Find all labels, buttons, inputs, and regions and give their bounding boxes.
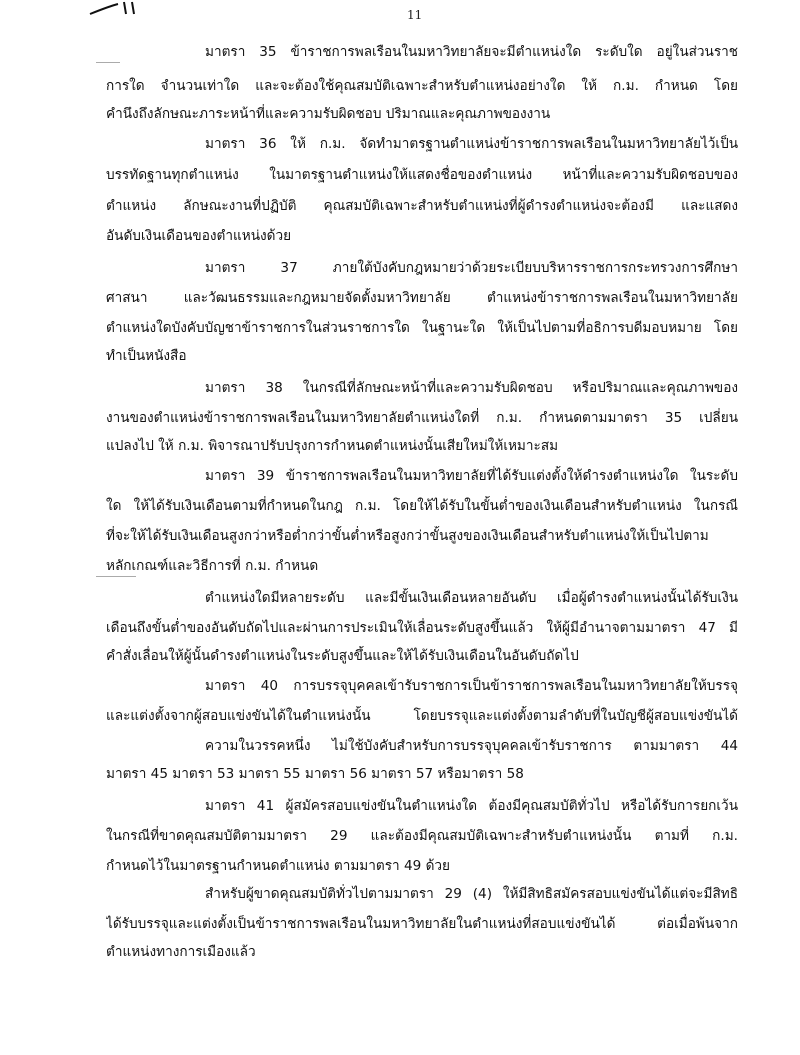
text-line: กำหนดไว้ในมาตรฐานกำหนดตำแหน่ง ตามมาตรา 49 ด้วย [106, 858, 451, 874]
text-line: ตำแหน่งทางการเมืองแล้ว [106, 944, 256, 960]
text-line: ทำเป็นหนังสือ [106, 348, 187, 364]
text-line: ได้รับบรรจุและแต่งตั้งเป็นข้าราชการพลเรือนในมหาวิทยาลัยในตำแหน่งที่สอบแข่งขันได้ ต่อเมื่อพ้นจาก [106, 916, 738, 932]
text-line: มาตรา 41 ผู้สมัครสอบแข่งขันในตำแหน่งใด ต้องมีคุณสมบัติทั่วไป หรือได้รับการยกเว้น [205, 798, 738, 814]
page-number: 11 [407, 8, 423, 22]
scan-speck [96, 62, 120, 63]
text-line: ในกรณีที่ขาดคุณสมบัติตามมาตรา 29 และต้องมีคุณสมบัติเฉพาะสำหรับตำแหน่งนั้น ตามที่ ก.ม. [106, 828, 738, 844]
text-line: หลักเกณฑ์และวิธีการที่ ก.ม. กำหนด [106, 558, 319, 574]
text-line: มาตรา 39 ข้าราชการพลเรือนในมหาวิทยาลัยที่ได้รับแต่งตั้งให้ดำรงตำแหน่งใด ในระดับ [205, 468, 738, 484]
text-line: ใด ให้ได้รับเงินเดือนตามที่กำหนดในกฎ ก.ม. โดยให้ได้รับในขั้นต่ำของเงินเดือนสำหรับตำแหน่ง ในกรณี [106, 498, 738, 514]
text-line: มาตรา 37 ภายใต้บังคับกฎหมายว่าด้วยระเบียบบริหารราชการกระทรวงการศึกษา [205, 260, 738, 276]
text-line: มาตรา 36 ให้ ก.ม. จัดทำมาตรฐานตำแหน่งข้าราชการพลเรือนในมหาวิทยาลัยไว้เป็น [205, 136, 738, 152]
text-line: บรรทัดฐานทุกตำแหน่ง ในมาตรฐานตำแหน่งให้แสดงชื่อของตำแหน่ง หน้าที่และความรับผิดชอบของ [106, 167, 738, 183]
text-line: ที่จะให้ได้รับเงินเดือนสูงกว่าหรือต่ำกว่าขั้นต่ำหรือสูงกว่าขั้นสูงของเงินเดือนสำหรับตำแหน่งให้เป็นไปตาม [106, 528, 709, 544]
text-line: มาตรา 40 การบรรจุบุคคลเข้ารับราชการเป็นข้าราชการพลเรือนในมหาวิทยาลัยให้บรรจุ [205, 678, 738, 694]
text-line: อันดับเงินเดือนของตำแหน่งด้วย [106, 228, 292, 244]
text-line: ตำแหน่งใดมีหลายระดับ และมีขั้นเงินเดือนหลายอันดับ เมื่อผู้ดำรงตำแหน่งนั้นได้รับเงิน [205, 590, 738, 606]
text-line: และแต่งตั้งจากผู้สอบแข่งขันได้ในตำแหน่งนั้น โดยบรรจุและแต่งตั้งตามลำดับที่ในบัญชีผู้สอบแข่งขันได้ [106, 708, 738, 724]
text-line: คำสั่งเลื่อนให้ผู้นั้นดำรงตำแหน่งในระดับสูงขึ้นและให้ได้รับเงินเดือนในอันดับถัดไป [106, 648, 579, 664]
text-line: การใด จำนวนเท่าใด และจะต้องใช้คุณสมบัติเฉพาะสำหรับตำแหน่งอย่างใด ให้ ก.ม. กำหนด โดย [106, 78, 738, 94]
text-line: งานของตำแหน่งข้าราชการพลเรือนในมหาวิทยาลัยตำแหน่งใดที่ ก.ม. กำหนดตามมาตรา 35 เปลี่ยน [106, 410, 738, 426]
text-line: มาตรา 38 ในกรณีที่ลักษณะหน้าที่และความรับผิดชอบ หรือปริมาณและคุณภาพของ [205, 380, 738, 396]
scan-speck [96, 576, 136, 577]
text-line: มาตรา 45 มาตรา 53 มาตรา 55 มาตรา 56 มาตรา 57 หรือมาตรา 58 [106, 766, 524, 782]
text-line: เดือนถึงขั้นต่ำของอันดับถัดไปและผ่านการประเมินให้เลื่อนระดับสูงขึ้นแล้ว ให้ผู้มีอำนาจตามมาตรา 47 มี [106, 620, 738, 636]
text-line: คำนึงถึงลักษณะภาระหน้าที่และความรับผิดชอบ ปริมาณและคุณภาพของงาน [106, 106, 551, 122]
text-line: ตำแหน่ง ลักษณะงานที่ปฏิบัติ คุณสมบัติเฉพาะสำหรับตำแหน่งที่ผู้ดำรงตำแหน่งจะต้องมี และแสดง [106, 198, 738, 214]
text-line: มาตรา 35 ข้าราชการพลเรือนในมหาวิทยาลัยจะมีตำแหน่งใด ระดับใด อยู่ในส่วนราช [205, 44, 738, 60]
text-line: ตำแหน่งใดบังคับบัญชาข้าราชการในส่วนราชการใด ในฐานะใด ให้เป็นไปตามที่อธิการบดีมอบหมาย โดย [106, 320, 738, 336]
text-line: ความในวรรคหนึ่ง ไม่ใช้บังคับสำหรับการบรรจุบุคคลเข้ารับราชการ ตามมาตรา 44 [205, 738, 738, 754]
text-line: แปลงไป ให้ ก.ม. พิจารณาปรับปรุงการกำหนดตำแหน่งนั้นเสียใหม่ให้เหมาะสม [106, 438, 559, 454]
text-line: ศาสนา และวัฒนธรรมและกฎหมายจัดตั้งมหาวิทยาลัย ตำแหน่งข้าราชการพลเรือนในมหาวิทยาลัย [106, 290, 738, 306]
text-line: สำหรับผู้ขาดคุณสมบัติทั่วไปตามมาตรา 29 (4) ให้มีสิทธิสมัครสอบแข่งขันได้แต่จะมีสิทธิ [205, 886, 738, 902]
